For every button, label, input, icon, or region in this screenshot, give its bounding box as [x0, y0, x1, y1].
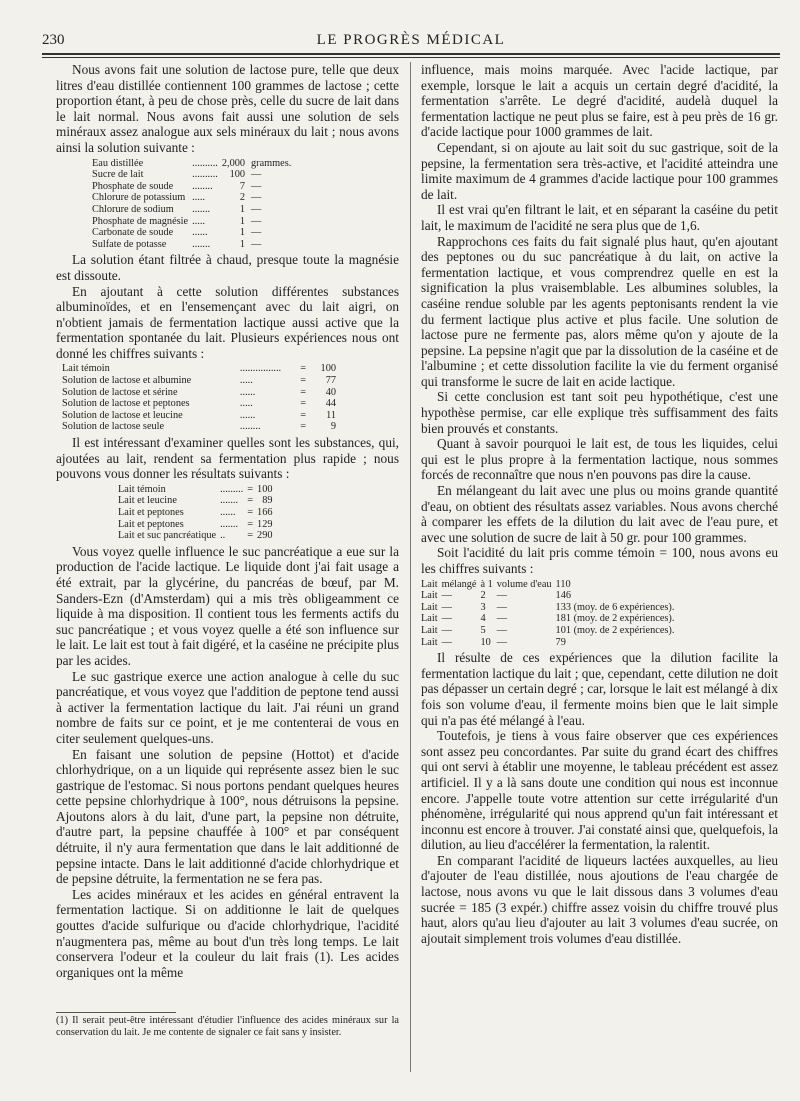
table-cell-name: Chlorure de potassium: [92, 192, 186, 204]
table-cell-d: volume d'eau: [496, 578, 552, 590]
table-cell-unit: —: [251, 192, 262, 204]
table-cell-c: à 1: [480, 578, 493, 590]
table-cell-name: Lait témoin: [118, 483, 166, 495]
milk-additions-table: [116, 484, 277, 542]
paragraph: La solution étant filtrée à chaud, presque toute la magnésie est dissoute.: [56, 252, 399, 283]
table-cell-name: Sulfate de potasse: [92, 238, 167, 250]
table-row: [116, 530, 277, 542]
table-row: [116, 507, 277, 519]
table-cell-name: Carbonate de soude: [92, 227, 174, 239]
table-cell-dots: ..........: [192, 169, 218, 181]
table-cell-val: 166: [257, 507, 273, 518]
table-cell-d: —: [496, 590, 508, 602]
table-cell-a: Lait: [421, 636, 438, 648]
table-row: [421, 602, 678, 614]
table-row: [90, 239, 293, 251]
table-cell-dots: ......: [220, 507, 236, 518]
table-cell-qty: 1: [239, 238, 246, 250]
paragraph: Toutefois, je tiens à vous faire observer que ces expériences sont assez peu concordantes. Par suite du grand écart des chiffres qui ont servi à établir une moyenne, le tableau précédent est assez artificiel. Il y a là sans doute une condition qui nous est inconnue encore. J'appelle toute votre attention sur cette irrégularité d'un phénomène, irrégularité qui nous apprend qu'un fait intéressant et inconnu est encore à trouver. J'ai constaté ainsi que, quelquefois, la dilution, au lieu d'accélérer la fermentation, la ralentit.: [421, 728, 778, 853]
table-cell-eq: =: [247, 507, 254, 518]
table-cell-name: Lait et leucine: [118, 495, 177, 507]
table-cell-e: 133 (moy. de 6 expériences).: [555, 601, 675, 613]
table-row: [421, 590, 678, 602]
table-cell-dots: ......: [192, 227, 208, 239]
table-cell-c: 2: [480, 590, 486, 602]
table-cell-val: 11: [326, 409, 336, 421]
paragraph: Rapprochons ces faits du fait signalé plus haut, qu'en ajoutant des peptones ou du suc pancréatique à du lait, on active la fermentation lactique, et vous comprendrez quelle en est la signification la plus vraisemblable. Les albumines solubles, la caséine rendue soluble par les agents peptonisants rendent la vie du ferment lactique plus active et plus facile. Une solution de lactose pure ne fermente pas, alors même qu'on y ajoute de la pepsine. La pepsine n'agit que par la dissolution de la caséine et de l'albumine ; et cette dissolution facilite la vie du ferment organisé qui transforme le sucre de lait en acide lactique.: [421, 233, 778, 389]
table-cell-b: —: [441, 624, 452, 636]
table-cell-dots: .........: [220, 483, 244, 495]
table-cell-a: Lait: [421, 613, 438, 625]
table-cell-e: 110: [555, 578, 571, 590]
footnote: (1) Il serait peut-être intéressant d'étudier l'influence des acides minéraux sur la conservation du lait. Je me contente de signaler ce fait sans y insister.: [56, 1015, 399, 1038]
paragraph: Le suc gastrique exerce une action analogue à celle du suc pancréatique, et vous voyez que l'addition de peptone tend aussi à activer la fermentation lactique du lait. J'ai réuni un grand nombre de faits sur ce point, et je me contenterai de vous en citer seulement quelques-uns.: [56, 668, 399, 746]
table-cell-e: 101 (moy. de 2 expériences).: [555, 624, 675, 636]
table-cell-dots: .....: [192, 215, 205, 227]
table-cell-dots: ........: [239, 421, 261, 433]
table-cell-a: Lait: [421, 601, 438, 613]
table-cell-unit: —: [251, 215, 262, 227]
table-cell-name: Eau distillée: [92, 157, 144, 169]
table-cell-qty: 1: [239, 227, 246, 239]
table-cell-eq: =: [300, 421, 307, 433]
table-cell-dots: .....: [192, 192, 205, 204]
table-cell-name: Solution de lactose et sérine: [62, 386, 178, 398]
table-cell-name: Lait et suc pancréatique: [118, 530, 217, 542]
table-cell-val: 100: [320, 363, 336, 375]
table-cell-dots: .......: [220, 518, 239, 530]
paragraph: Nous avons fait une solution de lactose pure, telle que deux litres d'eau distillée contiennent 100 grammes de lactose ; cette proportion étant, à peu de chose près, celle du sucre de lait dans le lait normal. Nous avons fait aussi une solution de sels minéraux assez analogue aux sels minéraux du lait ; nous avons ainsi la solution suivante :: [56, 62, 399, 155]
table-cell-c: 4: [480, 613, 486, 625]
table-cell-e: 181 (moy. de 2 expériences).: [555, 613, 675, 625]
table-cell-dots: ..: [220, 530, 226, 542]
lactose-solutions-table: [60, 363, 340, 433]
table-row: [421, 625, 678, 637]
table-cell-e: 146: [555, 590, 571, 602]
table-cell-val: 290: [257, 530, 273, 542]
table-cell-dots: ................: [239, 363, 282, 375]
table-cell-d: —: [496, 624, 508, 636]
table-cell-name: Sucre de lait: [92, 169, 144, 181]
paragraph: Cependant, si on ajoute au lait soit du suc gastrique, soit de la pepsine, la fermentation sera très-active, et l'acidité atteindra une limite maximum de 4 grammes d'acide lactique pour 100 grammes de lait.: [421, 139, 778, 202]
paragraph: En comparant l'acidité de liqueurs lactées auxquelles, au lieu d'ajouter de l'eau distillée, nous ajoutions de l'eau chargée de lactose, nous avons vu que le lait dissous dans 3 volumes d'eau sucrée = 185 (3 expér.) chiffre assez voisin du chiffre trouvé plus haut, alors qu'au lieu d'ajouter au lait 3 volumes d'eau sucrée, on ajoutait simplement trois volumes d'eau distillée.: [421, 852, 778, 946]
table-row: [60, 410, 340, 422]
table-cell-d: —: [496, 613, 508, 625]
table-cell-dots: ......: [239, 409, 256, 421]
table-cell-a: Lait: [421, 590, 438, 602]
table-cell-qty: 100: [229, 169, 246, 181]
table-cell-name: Solution de lactose et albumine: [62, 375, 192, 387]
table-cell-c: 3: [480, 601, 486, 613]
table-cell-d: —: [496, 636, 508, 648]
header-rule-thin: [42, 57, 780, 58]
table-cell-val: 77: [325, 375, 336, 387]
paragraph: Il résulte de ces expériences que la dilution facilite la fermentation lactique du lait ; que, cependant, cette dilution ne doit pas dépasser un certain degré ; car, lorsque le lait est mélangé à dix fois son volume d'eau, il fermente moins bien que le lait simple qui n'a pas été mélangé à l'eau.: [421, 650, 778, 728]
table-cell-b: —: [441, 601, 452, 613]
table-cell-dots: ..........: [192, 157, 218, 169]
solution-composition-table: [90, 158, 293, 251]
table-row: [116, 495, 277, 507]
table-cell-dots: ......: [239, 386, 256, 398]
table-cell-c: 10: [480, 636, 491, 648]
table-cell-val: 100: [257, 483, 273, 495]
table-cell-unit: —: [251, 238, 262, 250]
right-column: [421, 62, 778, 946]
table-cell-val: 9: [330, 421, 336, 433]
table-row: [116, 519, 277, 531]
paragraph: Les acides minéraux et les acides en général entravent la fermentation lactique. Si on additionne le lait de quelques gouttes d'acide sulfurique ou d'acide chlorhydrique, l'acidité n'augmentera pas, même au bout d'un très long temps. Le lait conservera l'odeur et la couleur du lait frais (1). Les acides organiques ont la même: [56, 886, 399, 980]
paragraph: En mélangeant du lait avec une plus ou moins grande quantité d'eau, on obtient des résultats assez variables. Nous avons cherché à comparer les effets de la dilution du lait avec de l'eau pure, et avec une solution de sucre de lait à 50 gr. pour 100 grammes.: [421, 483, 778, 545]
paragraph: Si cette conclusion est tant soit peu hypothétique, c'est une hypothèse permise, car elle explique très suffisamment des faits bien prouvés et constants.: [421, 389, 778, 436]
table-cell-name: Solution de lactose et peptones: [62, 398, 190, 410]
table-cell-name: Solution de lactose seule: [62, 421, 165, 433]
table-cell-a: Lait: [421, 578, 438, 590]
table-cell-name: Phosphate de soude: [92, 180, 174, 192]
table-cell-e: 79: [555, 636, 566, 648]
page-number: 230: [42, 32, 65, 48]
table-cell-qty: 1: [239, 215, 246, 227]
table-cell-eq: =: [300, 375, 307, 387]
table-cell-eq: =: [247, 495, 254, 507]
table-cell-name: Solution de lactose et leucine: [62, 409, 183, 421]
table-cell-dots: .......: [192, 203, 211, 215]
table-row: [90, 158, 293, 170]
table-cell-eq: =: [300, 363, 307, 375]
table-cell-eq: =: [247, 518, 254, 530]
table-cell-a: Lait: [421, 624, 438, 636]
footnote-rule: [56, 1012, 176, 1013]
paragraph: Il est vrai qu'en filtrant le lait, et en séparant la caséine du petit lait, le maximum de l'acidité ne sera plus que de 1,6.: [421, 202, 778, 233]
paragraph: En faisant une solution de pepsine (Hottot) et d'acide chlorhydrique, on a un liquide qui représente assez bien le suc gastrique de l'estomac. Si nous portons pendant quelques heures cette pepsine chlorhydrique à 100°, nous détruisons la pepsine. Ajoutons alors à du lait, d'une part, la pepsine non détruite, d'autre part, la pepsine chauffée à 100° et par conséquent détruite, il n'y aura fermentation que dans le lait additionné de pepsine intacte. Dans le lait additionné d'acide chlorhydrique et de pepsine détruite, la fermentation ne se fera pas.: [56, 746, 399, 887]
table-row: [421, 579, 678, 591]
table-cell-eq: =: [247, 483, 254, 495]
table-cell-name: Phosphate de magnésie: [92, 215, 189, 227]
table-cell-name: Lait témoin: [62, 363, 110, 375]
dilution-table: [421, 579, 678, 649]
table-cell-eq: =: [300, 386, 307, 398]
table-cell-qty: 2: [239, 192, 246, 204]
table-cell-dots: .....: [239, 375, 253, 387]
table-row: [90, 192, 293, 204]
journal-title: LE PROGRÈS MÉDICAL: [316, 32, 506, 48]
table-cell-name: Chlorure de sodium: [92, 203, 174, 215]
table-row: [421, 613, 678, 625]
table-cell-dots: .......: [220, 495, 239, 507]
header-rule: [42, 53, 780, 55]
table-cell-val: 129: [257, 518, 273, 530]
table-cell-qty: 1: [239, 203, 246, 215]
table-row: [421, 637, 678, 649]
table-cell-eq: =: [247, 530, 254, 542]
column-divider: [410, 62, 411, 1072]
table-cell-val: 40: [325, 386, 336, 398]
paragraph: Soit l'acidité du lait pris comme témoin = 100, nous avons eu les chiffres suivants :: [421, 545, 778, 576]
paragraph: Vous voyez quelle influence le suc pancréatique a eue sur la production de l'acide lactique. Le liquide dont j'ai fait usage a été extrait, par la glycérine, du pancréas de bœuf, par M. Sanders-Ezn (d'Amsterdam) qui a mis très obligeamment ce liquide à ma disposition. Il contient tous les ferments actifs du suc pancréatique ; et vous voyez quelle a été son influence sur le lait. Le lait est tout à fait digéré, et la caséine ne précipite plus par les acides.: [56, 543, 399, 668]
paragraph: En ajoutant à cette solution différentes substances albuminoïdes, et en l'ensemençant avec du lait aigri, on n'obtient jamais de fermentation lactique aussi active que la fermentation spontanée du lait. Plusieurs expériences nous ont donné les chiffres suivants :: [56, 283, 399, 361]
table-cell-dots: .......: [192, 238, 211, 250]
table-cell-name: Lait et peptones: [118, 518, 184, 530]
table-cell-unit: grammes.: [251, 157, 292, 169]
left-column: [56, 62, 399, 980]
table-row: [60, 375, 340, 387]
table-cell-b: —: [441, 590, 452, 602]
table-cell-eq: =: [300, 398, 307, 410]
table-row: [60, 398, 340, 410]
paragraph: influence, mais moins marquée. Avec l'acide lactique, par exemple, lorsque le lait a acquis un certain degré d'acidité, la fermentation s'arrête. Le degré d'acidité, audelà duquel la fermentation lactique ne peut plus se faire, est à peu près de 16 gr. d'acide lactique pour 1000 grammes de lait.: [421, 62, 778, 140]
table-row: [60, 387, 340, 399]
table-cell-unit: —: [251, 227, 262, 239]
table-row: [90, 204, 293, 216]
table-row: [90, 227, 293, 239]
table-row: [90, 181, 293, 193]
table-cell-val: 44: [325, 398, 336, 410]
paragraph: Il est intéressant d'examiner quelles sont les substances, qui, ajoutées au lait, rendent sa fermentation plus rapide ; nous pouvons vous donner les résultats suivants :: [56, 435, 399, 482]
table-cell-unit: —: [251, 203, 262, 215]
table-cell-qty: 7: [239, 180, 246, 192]
table-cell-unit: —: [251, 169, 262, 181]
paragraph: Quant à savoir pourquoi le lait est, de tous les liquides, celui qui est le plus propre à la fermentation lactique, nous sommes forcés de reconnaître que nous n'en pouvons pas dire la cause.: [421, 436, 778, 483]
table-row: [90, 169, 293, 181]
table-cell-b: —: [441, 613, 452, 625]
table-cell-c: 5: [480, 624, 486, 636]
page-header: [42, 30, 780, 52]
table-cell-val: 89: [262, 495, 273, 507]
table-cell-b: —: [441, 636, 452, 648]
table-row: [116, 484, 277, 496]
table-cell-dots: .....: [239, 398, 253, 410]
table-row: [60, 363, 340, 375]
table-cell-eq: =: [300, 409, 307, 421]
table-cell-b: mélangé: [441, 578, 477, 590]
table-cell-unit: —: [251, 180, 262, 192]
table-row: [90, 216, 293, 228]
table-cell-dots: ........: [192, 180, 213, 192]
table-cell-name: Lait et peptones: [118, 507, 184, 518]
table-row: [60, 421, 340, 433]
table-cell-qty: 2,000: [221, 157, 246, 169]
table-cell-d: —: [496, 601, 508, 613]
